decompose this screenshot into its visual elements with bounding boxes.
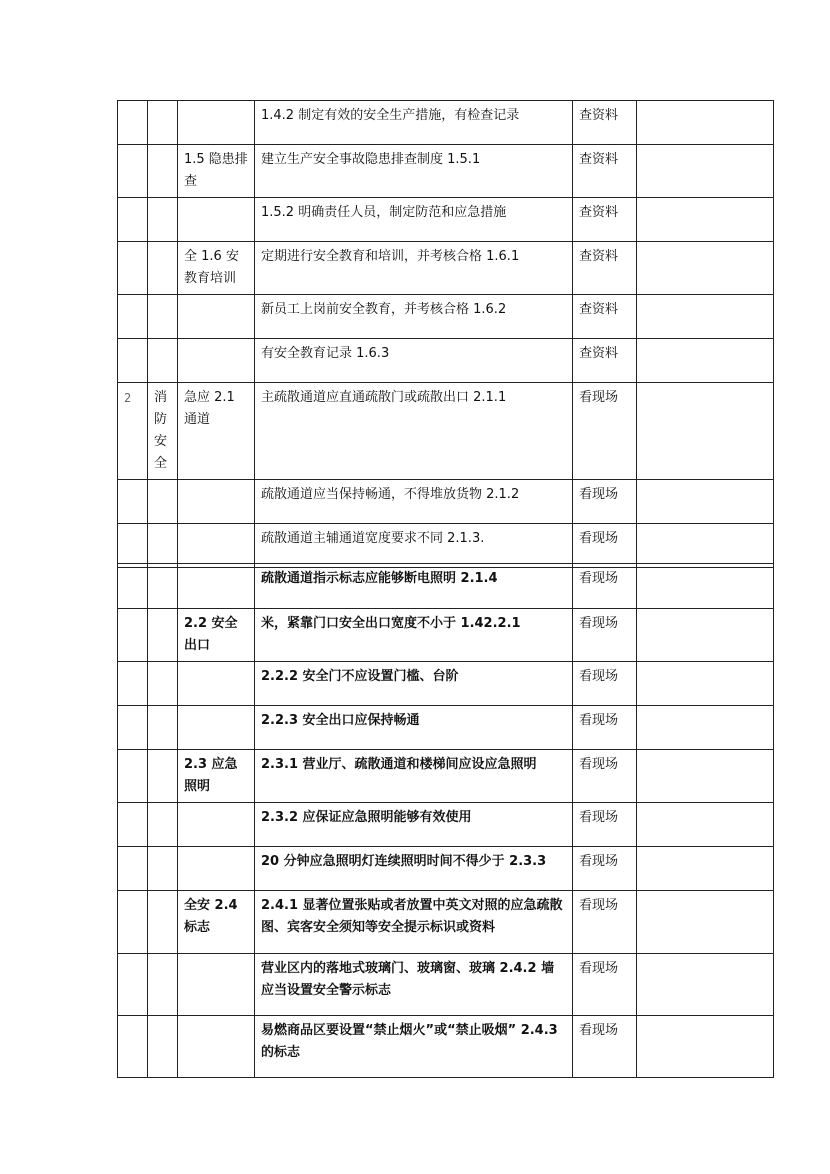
check-method-cell: 看现场 bbox=[573, 383, 637, 480]
remark-cell bbox=[637, 383, 774, 480]
check-method-cell: 查资料 bbox=[573, 339, 637, 383]
table-row bbox=[118, 706, 774, 750]
inspection-item-cell: 2.2.2 安全门不应设置门槛、台阶 bbox=[255, 662, 573, 706]
table-row bbox=[118, 803, 774, 847]
section-cell bbox=[178, 101, 255, 145]
inspection-table-bottom-body bbox=[118, 564, 774, 1078]
remark-cell bbox=[637, 662, 774, 706]
inspection-item-cell: 2.3.2 应保证应急照明能够有效使用 bbox=[255, 803, 573, 847]
category-cell: 消防安全 bbox=[148, 383, 178, 480]
category-cell bbox=[148, 609, 178, 662]
inspection-item-cell: 疏散通道主辅通道宽度要求不同 2.1.3. bbox=[255, 524, 573, 568]
inspection-item-cell: 营业区内的落地式玻璃门、玻璃窗、玻璃 2.4.2 墙应当设置安全警示标志 bbox=[255, 954, 573, 1016]
row-number-cell bbox=[118, 198, 148, 242]
remark-cell bbox=[637, 706, 774, 750]
category-cell bbox=[148, 295, 178, 339]
table-row bbox=[118, 145, 774, 198]
table-row bbox=[118, 383, 774, 480]
remark-cell bbox=[637, 750, 774, 803]
remark-cell bbox=[637, 609, 774, 662]
check-method-cell: 查资料 bbox=[573, 242, 637, 295]
table-row bbox=[118, 891, 774, 954]
inspection-item-cell: 建立生产安全事故隐患排查制度 1.5.1 bbox=[255, 145, 573, 198]
inspection-table-bottom bbox=[117, 563, 774, 1078]
row-number-cell bbox=[118, 750, 148, 803]
table-row bbox=[118, 564, 774, 609]
table-row bbox=[118, 524, 774, 568]
row-number-cell bbox=[118, 295, 148, 339]
category-cell bbox=[148, 706, 178, 750]
section-cell: 1.5 隐患排查 bbox=[178, 145, 255, 198]
category-cell bbox=[148, 847, 178, 891]
table-row bbox=[118, 101, 774, 145]
category-cell bbox=[148, 954, 178, 1016]
row-number-cell bbox=[118, 706, 148, 750]
inspection-item-cell: 定期进行安全教育和培训，并考核合格 1.6.1 bbox=[255, 242, 573, 295]
remark-cell bbox=[637, 803, 774, 847]
inspection-item-cell: 20 分钟应急照明灯连续照明时间不得少于 2.3.3 bbox=[255, 847, 573, 891]
category-cell bbox=[148, 198, 178, 242]
table-row bbox=[118, 339, 774, 383]
inspection-item-cell: 主疏散通道应直通疏散门或疏散出口 2.1.1 bbox=[255, 383, 573, 480]
remark-cell bbox=[637, 145, 774, 198]
check-method-cell: 查资料 bbox=[573, 101, 637, 145]
section-cell bbox=[178, 564, 255, 609]
inspection-item-cell: 疏散通道指示标志应能够断电照明 2.1.4 bbox=[255, 564, 573, 609]
category-cell bbox=[148, 101, 178, 145]
category-cell bbox=[148, 891, 178, 954]
row-number-cell bbox=[118, 101, 148, 145]
section-cell bbox=[178, 706, 255, 750]
section-cell bbox=[178, 847, 255, 891]
table-row bbox=[118, 198, 774, 242]
inspection-table-top-body bbox=[118, 101, 774, 568]
table-row bbox=[118, 954, 774, 1016]
category-cell bbox=[148, 242, 178, 295]
section-cell bbox=[178, 954, 255, 1016]
row-number-cell bbox=[118, 564, 148, 609]
row-number-cell bbox=[118, 847, 148, 891]
table-row bbox=[118, 242, 774, 295]
table-row bbox=[118, 295, 774, 339]
category-cell bbox=[148, 564, 178, 609]
check-method-cell: 看现场 bbox=[573, 847, 637, 891]
check-method-cell: 看现场 bbox=[573, 803, 637, 847]
section-cell bbox=[178, 662, 255, 706]
row-number-cell bbox=[118, 1016, 148, 1078]
category-cell bbox=[148, 750, 178, 803]
remark-cell bbox=[637, 480, 774, 524]
check-method-cell: 看现场 bbox=[573, 524, 637, 568]
section-cell: 全 1.6 安教育培训 bbox=[178, 242, 255, 295]
row-number-cell bbox=[118, 339, 148, 383]
remark-cell bbox=[637, 295, 774, 339]
category-cell bbox=[148, 480, 178, 524]
check-method-cell: 看现场 bbox=[573, 954, 637, 1016]
remark-cell bbox=[637, 242, 774, 295]
remark-cell bbox=[637, 954, 774, 1016]
check-method-cell: 看现场 bbox=[573, 750, 637, 803]
check-method-cell: 查资料 bbox=[573, 198, 637, 242]
category-cell bbox=[148, 145, 178, 198]
row-number-cell bbox=[118, 954, 148, 1016]
check-method-cell: 看现场 bbox=[573, 564, 637, 609]
inspection-table-top bbox=[117, 100, 774, 568]
table-row bbox=[118, 662, 774, 706]
category-cell bbox=[148, 339, 178, 383]
row-number-cell bbox=[118, 524, 148, 568]
row-number-cell bbox=[118, 145, 148, 198]
check-method-cell: 看现场 bbox=[573, 706, 637, 750]
row-number-cell bbox=[118, 609, 148, 662]
check-method-cell: 看现场 bbox=[573, 891, 637, 954]
check-method-cell: 看现场 bbox=[573, 1016, 637, 1078]
row-number-cell bbox=[118, 242, 148, 295]
section-cell bbox=[178, 803, 255, 847]
check-method-cell: 看现场 bbox=[573, 662, 637, 706]
section-cell bbox=[178, 339, 255, 383]
table-row bbox=[118, 609, 774, 662]
category-cell bbox=[148, 662, 178, 706]
remark-cell bbox=[637, 339, 774, 383]
table-row bbox=[118, 750, 774, 803]
section-cell bbox=[178, 524, 255, 568]
remark-cell bbox=[637, 847, 774, 891]
table-row bbox=[118, 480, 774, 524]
check-method-cell: 查资料 bbox=[573, 295, 637, 339]
inspection-item-cell: 2.4.1 显著位置张贴或者放置中英文对照的应急疏散图、宾客安全须知等安全提示标识或资料 bbox=[255, 891, 573, 954]
section-cell bbox=[178, 1016, 255, 1078]
inspection-item-cell: 2.3.1 营业厅、疏散通道和楼梯间应设应急照明 bbox=[255, 750, 573, 803]
section-cell: 全安 2.4 标志 bbox=[178, 891, 255, 954]
inspection-item-cell: 2.2.3 安全出口应保持畅通 bbox=[255, 706, 573, 750]
inspection-item-cell: 易燃商品区要设置“禁止烟火”或“禁止吸烟” 2.4.3 的标志 bbox=[255, 1016, 573, 1078]
inspection-item-cell: 新员工上岗前安全教育，并考核合格 1.6.2 bbox=[255, 295, 573, 339]
row-number-cell bbox=[118, 803, 148, 847]
remark-cell bbox=[637, 524, 774, 568]
section-cell: 2.3 应急照明 bbox=[178, 750, 255, 803]
table-row bbox=[118, 847, 774, 891]
row-number-cell bbox=[118, 480, 148, 524]
remark-cell bbox=[637, 101, 774, 145]
remark-cell bbox=[637, 1016, 774, 1078]
category-cell bbox=[148, 803, 178, 847]
category-cell bbox=[148, 1016, 178, 1078]
remark-cell bbox=[637, 198, 774, 242]
check-method-cell: 看现场 bbox=[573, 480, 637, 524]
row-number-cell bbox=[118, 891, 148, 954]
check-method-cell: 看现场 bbox=[573, 609, 637, 662]
inspection-item-cell: 1.4.2 制定有效的安全生产措施，有检查记录 bbox=[255, 101, 573, 145]
category-cell bbox=[148, 524, 178, 568]
row-number-cell bbox=[118, 662, 148, 706]
row-number-cell: 2 bbox=[118, 383, 148, 480]
inspection-item-cell: 米，紧靠门口安全出口宽度不小于 1.42.2.1 bbox=[255, 609, 573, 662]
section-cell: 2.2 安全出口 bbox=[178, 609, 255, 662]
remark-cell bbox=[637, 564, 774, 609]
remark-cell bbox=[637, 891, 774, 954]
inspection-item-cell: 1.5.2 明确责任人员，制定防范和应急措施 bbox=[255, 198, 573, 242]
check-method-cell: 查资料 bbox=[573, 145, 637, 198]
section-cell bbox=[178, 480, 255, 524]
section-cell bbox=[178, 198, 255, 242]
inspection-item-cell: 有安全教育记录 1.6.3 bbox=[255, 339, 573, 383]
inspection-item-cell: 疏散通道应当保持畅通，不得堆放货物 2.1.2 bbox=[255, 480, 573, 524]
section-cell bbox=[178, 295, 255, 339]
table-row bbox=[118, 1016, 774, 1078]
section-cell: 急应 2.1 通道 bbox=[178, 383, 255, 480]
